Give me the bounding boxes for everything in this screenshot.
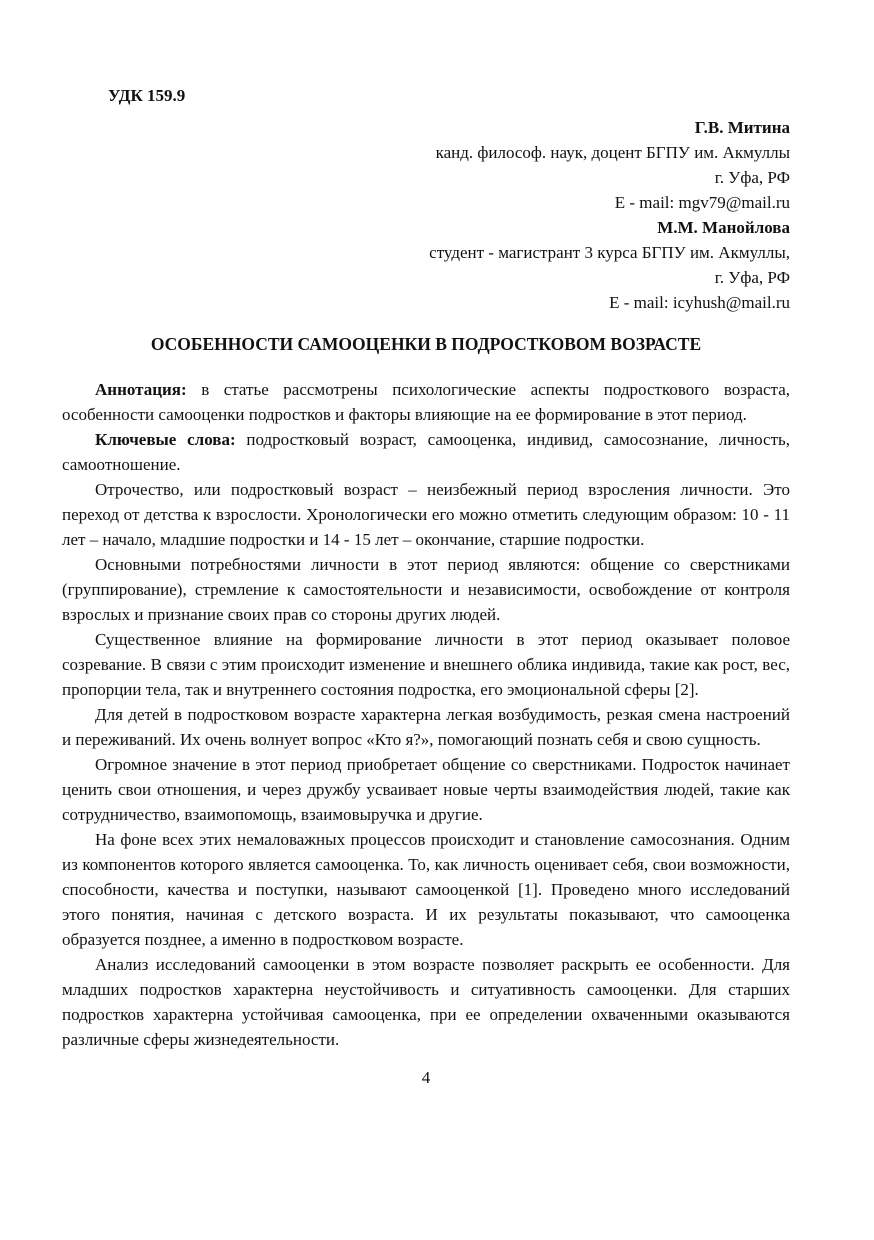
author-affiliation: студент - магистрант 3 курса БГПУ им. Акмуллы, — [429, 243, 790, 262]
body-paragraph: Огромное значение в этот период приобретает общение со сверстниками. Подросток начинает ценить свои отношения, и через дружбу усваивает новые черты взаимодействия людей, такие как сотрудничество, взаимопомощь, взаимовыручка и другие. — [62, 755, 790, 824]
author-city: г. Уфа, РФ — [714, 168, 790, 187]
body-paragraph: На фоне всех этих немаловажных процессов происходит и становление самосознания. Одним из компонентов которого является самооценка. То, как личность оценивает себя, свои возможности, способности, качества и поступки, называют самооценкой [1]. Проведено много исследований этого понятия, начиная с детского возраста. И их результаты показывают, что самооценка образуется позднее, а именно в подростковом возрасте. — [62, 830, 790, 949]
keywords-text: подростковый возраст, самооценка, индивид, самосознание, личность, самоотношение. — [62, 430, 791, 474]
body-paragraph: Основными потребностями личности в этот период являются: общение со сверстниками (группирование), стремление к самостоятельности и независимости, освобождение от контроля взрослых и признание своих прав со стороны других людей. — [62, 555, 790, 624]
author-affiliation: канд. философ. наук, доцент БГПУ им. Акмуллы — [435, 143, 790, 162]
abstract-text: в статье рассмотрены психологические аспекты подросткового возраста, особенности самооценки подростков и факторы влияющие на ее формирование в этот период. — [62, 380, 790, 424]
author-name: Г.В. Митина — [694, 118, 790, 137]
keywords-paragraph — [62, 427, 790, 477]
article-title: ОСОБЕННОСТИ САМООЦЕНКИ В ПОДРОСТКОВОМ ВОЗРАСТЕ — [150, 334, 702, 354]
abstract-label: Аннотация: — [95, 380, 202, 399]
article-body — [62, 377, 790, 1052]
page-number: 4 — [421, 1068, 431, 1087]
author-name: М.М. Манойлова — [657, 218, 790, 237]
body-paragraph: Отрочество, или подростковый возраст – неизбежный период взросления личности. Это переход от детства к взрослости. Хронологически его можно отметить следующим образом: 10 - 11 лет – начало, младшие подростки и 14 - 15 лет – окончание, старшие подростки. — [62, 480, 790, 549]
body-paragraph: Для детей в подростковом возрасте характерна легкая возбудимость, резкая смена настроений и переживаний. Их очень волнует вопрос «Кто я?», помогающий познать себя и свою сущность. — [62, 705, 790, 749]
body-paragraph: Анализ исследований самооценки в этом возрасте позволяет раскрыть ее особенности. Для младших подростков характерна неустойчивость и ситуативность самооценки. Для старших подростков характерна устойчивая самооценка, при ее определении охваченными оказываются различные сферы жизнедеятельности. — [62, 955, 790, 1049]
keywords-label: Ключевые слова: — [95, 430, 247, 449]
udk-code: УДК 159.9 — [108, 86, 186, 105]
body-paragraph: Существенное влияние на формирование личности в этот период оказывает половое созревание. В связи с этим происходит изменение и внешнего облика индивида, такие как рост, вес, пропорции тела, так и внутреннего состояния подростка, его эмоциональной сферы [2]. — [62, 630, 790, 699]
author-email: E - mail: mgv79@mail.ru — [614, 193, 790, 212]
author-block — [62, 115, 790, 315]
author-city: г. Уфа, РФ — [714, 268, 790, 287]
author-email: E - mail: icyhush@mail.ru — [609, 293, 790, 312]
abstract-paragraph — [62, 377, 790, 427]
